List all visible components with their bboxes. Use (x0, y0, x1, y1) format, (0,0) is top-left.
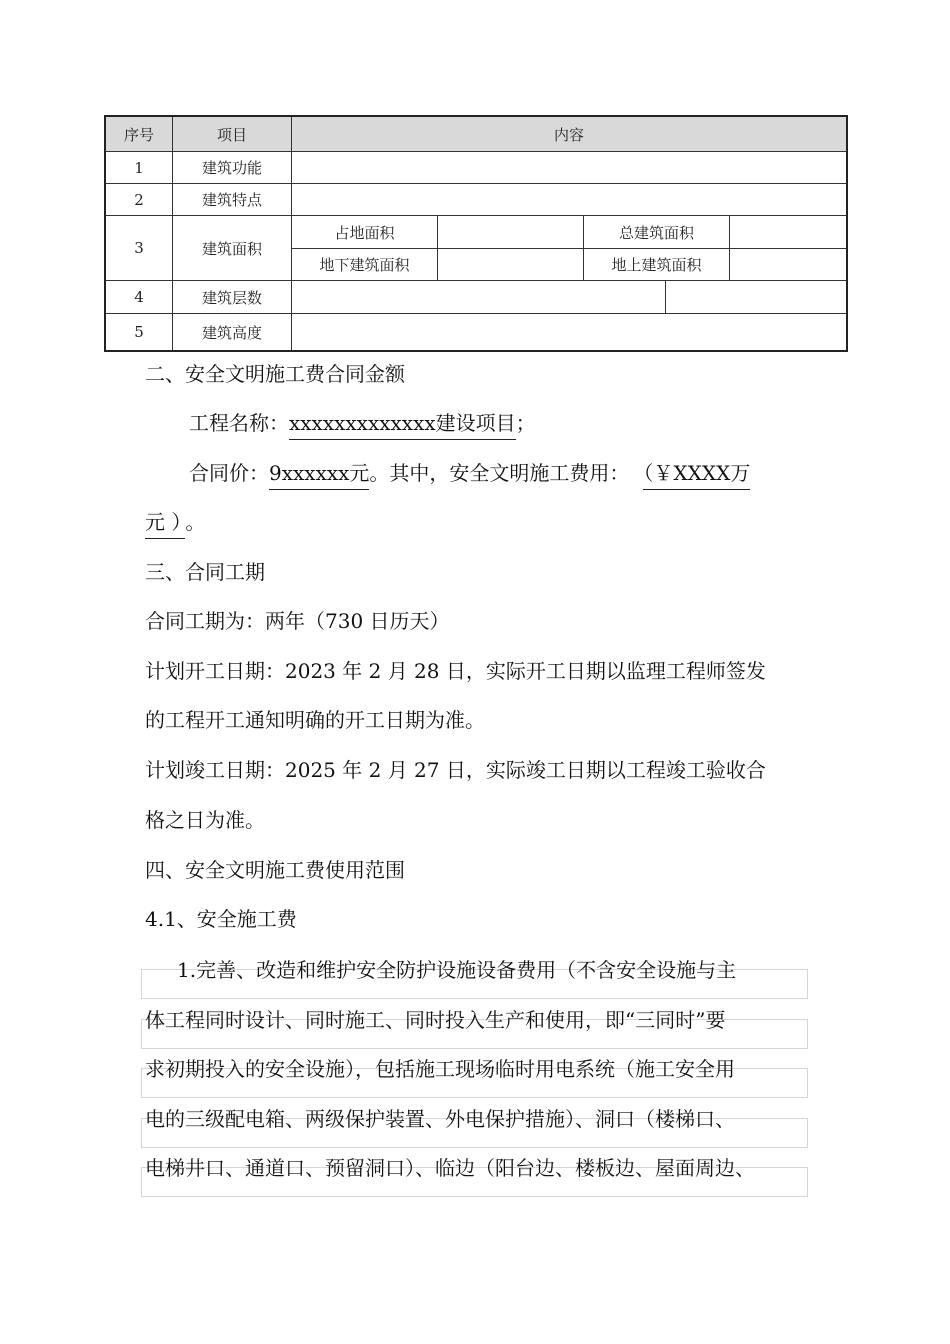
safety-fee-end: 。 (185, 510, 206, 534)
safety-fee-value: （￥XXXX万 (643, 461, 750, 490)
row-content (292, 314, 846, 350)
planned-start-line-1: 计划开工日期：2023 年 2 月 28 日，实际开工日期以监理工程师签发 (145, 659, 766, 683)
row-content (292, 281, 666, 314)
sub-label-footprint-area: 占地面积 (292, 216, 438, 249)
project-name-end: ； (515, 411, 536, 435)
contract-price-mid: 。其中，安全文明施工费用： (369, 461, 630, 485)
planned-end-line-1: 计划竣工日期：2025 年 2 月 27 日，实际竣工日期以工程竣工验收合 (145, 758, 766, 782)
header-item: 项目 (173, 117, 292, 152)
paragraph-line: 电梯井口、通道口、预留洞口）、临边（阳台边、楼板边、屋面周边、 (145, 1156, 755, 1180)
row-seq: 5 (106, 314, 173, 350)
row-item: 建筑面积 (173, 216, 292, 281)
project-name-value: xxxxxxxxxxxxx建设项目 (289, 411, 516, 440)
row-seq: 1 (106, 152, 173, 184)
row-item: 建筑层数 (173, 281, 292, 314)
paragraph-line: 1.完善、改造和维护安全防护设施设备费用（不含安全设施与主 (177, 958, 737, 982)
section-2-heading: 二、安全文明施工费合同金额 (145, 362, 405, 386)
sub-label-underground-area: 地下建筑面积 (292, 249, 438, 281)
section-3-heading: 三、合同工期 (145, 560, 265, 584)
paragraph-line: 体工程同时设计、同时施工、同时投入生产和使用，即“三同时”要 (145, 1008, 726, 1032)
planned-end-line-2: 格之日为准。 (145, 808, 265, 832)
sub-label-aboveground-area: 地上建筑面积 (584, 249, 730, 281)
building-info-table (104, 115, 848, 352)
project-name-line (189, 413, 536, 433)
row-content (292, 184, 846, 216)
planned-start-line-2: 的工程开工通知明确的开工日期为准。 (145, 708, 485, 732)
row-item: 建筑高度 (173, 314, 292, 350)
sub-value-footprint-area (438, 216, 584, 249)
sub-value-total-area (730, 216, 846, 249)
row-item: 建筑特点 (173, 184, 292, 216)
section-4-1-heading: 4.1、安全施工费 (145, 907, 297, 931)
row-seq: 2 (106, 184, 173, 216)
contract-price-value: 9xxxxxx元 (269, 461, 369, 490)
header-seq: 序号 (106, 117, 173, 152)
contract-price-label: 合同价： (189, 461, 269, 485)
row-seq: 4 (106, 281, 173, 314)
paragraph-line: 求初期投入的安全设施），包括施工现场临时用电系统（施工安全用 (145, 1057, 735, 1081)
sub-value-aboveground-area (730, 249, 846, 281)
contract-price-line (189, 463, 750, 483)
row-seq: 3 (106, 216, 173, 281)
section-4-heading: 四、安全文明施工费使用范围 (145, 858, 405, 882)
row-content (292, 152, 846, 184)
paragraph-line: 电的三级配电箱、两级保护装置、外电保护措施）、洞口（楼梯口、 (145, 1107, 735, 1131)
safety-fee-line-2 (145, 512, 205, 532)
sub-label-total-area: 总建筑面积 (584, 216, 730, 249)
safety-fee-unit: 元 ） (145, 510, 185, 539)
contract-period: 合同工期为：两年（730 日历天） (145, 609, 450, 633)
sub-value-underground-area (438, 249, 584, 281)
header-content: 内容 (292, 117, 846, 152)
row-item: 建筑功能 (173, 152, 292, 184)
project-name-label: 工程名称： (189, 411, 289, 435)
row-content (666, 281, 846, 314)
